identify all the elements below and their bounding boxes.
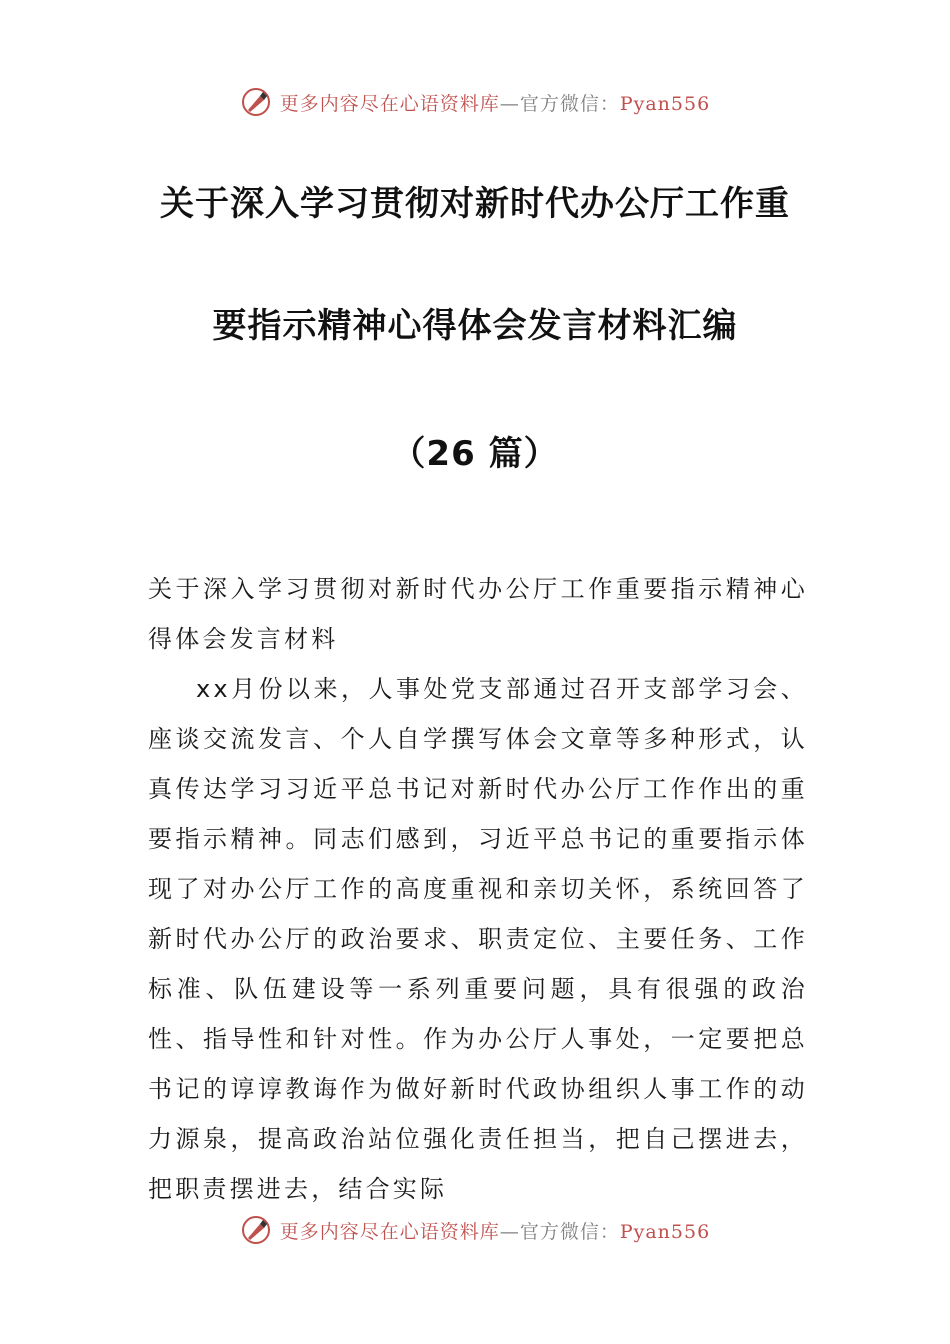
pen-nib-circle-icon	[240, 1214, 272, 1246]
watermark-banner-top	[0, 82, 950, 122]
pen-nib-circle-icon	[240, 86, 272, 118]
article-paragraph: xx月份以来，人事处党支部通过召开支部学习会、座谈交流发言、个人自学撰写体会文章等多种形式，认真传达学习习近平总书记对新时代办公厅工作作出的重要指示精神。同志们感到，习近平总书记的重要指示体现了对办公厅工作的高度重视和亲切关怀，系统回答了新时代办公厅的政治要求、职责定位、主要任务、工作标准、队伍建设等一系列重要问题，具有很强的政治性、指导性和针对性。作为办公厅人事处，一定要把总书记的谆谆教诲作为做好新时代政协组织人事工作的动力源泉，提高政治站位强化责任担当，把自己摆进去，把职责摆进去，结合实际	[148, 675, 808, 1203]
watermark-text: 更多内容尽在心语资料库—官方微信：Pyan556	[279, 92, 711, 115]
document-title-line-2: 要指示精神心得体会发言材料汇编	[212, 306, 738, 346]
watermark-banner-bottom	[0, 1210, 950, 1250]
document-title-line-1: 关于深入学习贯彻对新时代办公厅工作重	[160, 184, 790, 224]
article-body	[148, 564, 808, 1214]
watermark-text: 更多内容尽在心语资料库—官方微信：Pyan556	[279, 1220, 711, 1243]
article-heading: 关于深入学习贯彻对新时代办公厅工作重要指示精神心得体会发言材料	[148, 575, 808, 653]
document-count: （26 篇）	[391, 434, 559, 474]
